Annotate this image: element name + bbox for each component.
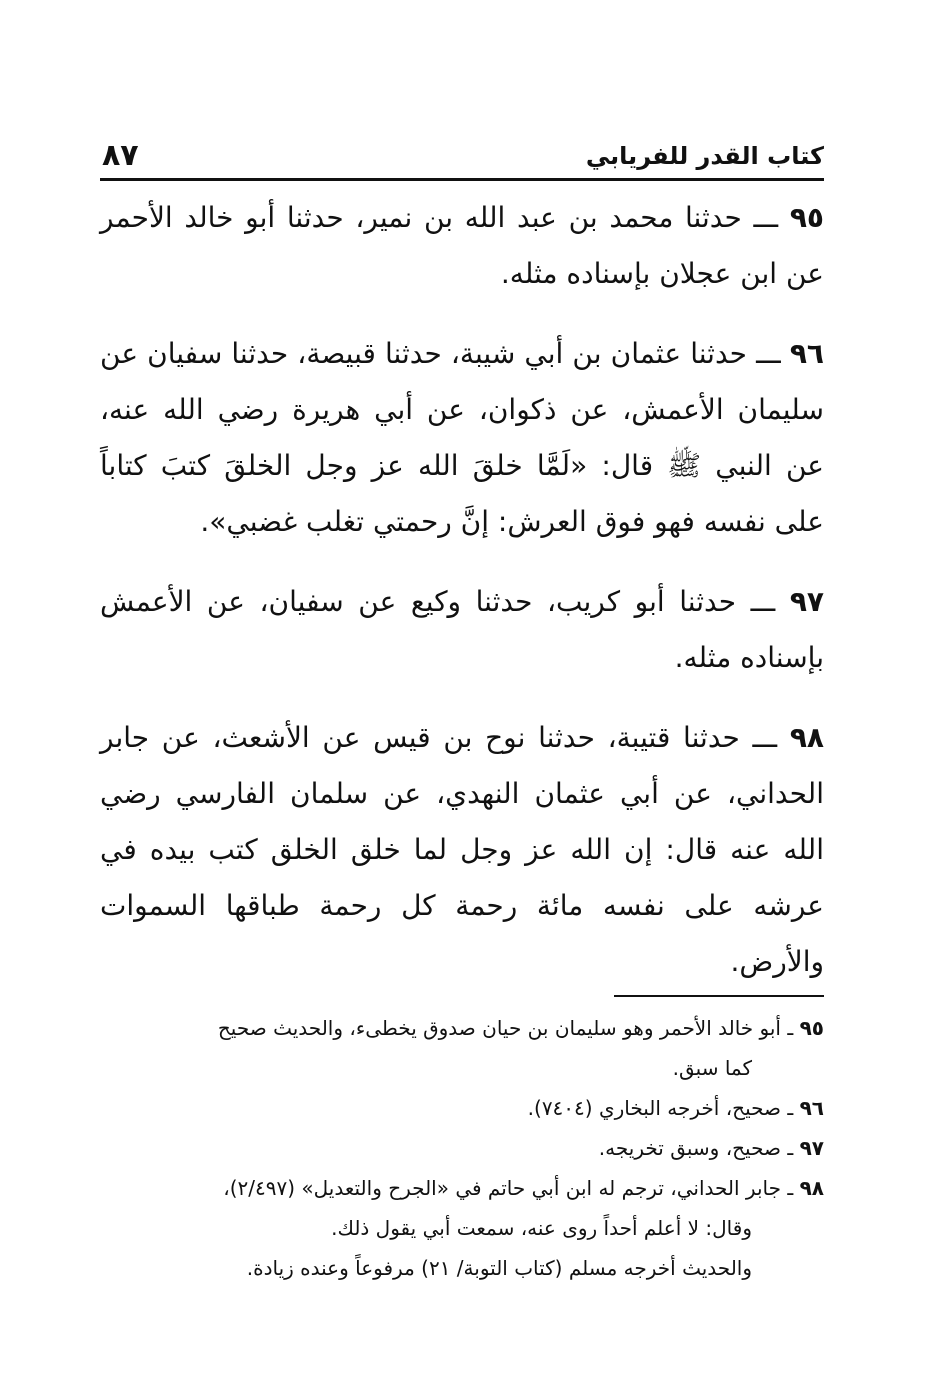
hadith-text: حدثنا أبو كريب، حدثنا وكيع عن سفيان، عن الأعمش بإسناده مثله.: [100, 585, 824, 674]
hadith-number: ٩٨: [789, 721, 824, 754]
footnote-line: [100, 1128, 824, 1168]
footnote-dash: ـ: [781, 1136, 794, 1160]
running-title: كتاب القدر للفريابي: [585, 142, 824, 170]
footnote-continuation: وقال: لا أعلم أحداً روى عنه، سمعت أبي يقول ذلك.: [331, 1216, 752, 1240]
footnote-item: [100, 1008, 824, 1088]
footnote-number: ٩٨: [799, 1176, 824, 1200]
hadith-text: حدثنا محمد بن عبد الله بن نمير، حدثنا أبو خالد الأحمر عن ابن عجلان بإسناده مثله.: [100, 201, 824, 290]
footnote-line: [100, 1008, 824, 1048]
footnote-number: ٩٧: [799, 1136, 824, 1160]
hadith-paragraph: [100, 326, 824, 550]
hadith-number: ٩٧: [789, 585, 824, 618]
footnote-number: ٩٦: [799, 1096, 824, 1120]
footnote-divider: [614, 995, 824, 997]
footnote-number: ٩٥: [799, 1016, 824, 1040]
footnote-dash: ـ: [781, 1096, 794, 1120]
hadith-dash: ـــ: [741, 201, 779, 234]
footnote-continuation: كما سبق.: [672, 1056, 752, 1080]
footnote-line: [100, 1088, 824, 1128]
footnote-continuation: والحديث أخرجه مسلم (كتاب التوبة/ ٢١) مرفوعاً وعنده زيادة.: [246, 1256, 752, 1280]
footnote-text: جابر الحداني، ترجم له ابن أبي حاتم في «الجرح والتعديل» (٢/٤٩٧)،: [223, 1176, 781, 1200]
page-number: ٨٧: [102, 138, 139, 173]
footnote-item: [100, 1088, 824, 1128]
hadith-paragraph: [100, 574, 824, 686]
hadith-text: حدثنا عثمان بن أبي شيبة، حدثنا قبيصة، حدثنا سفيان عن سليمان الأعمش، عن ذكوان، عن أبي هريرة رضي الله عنه، عن النبي ﷺ قال: «لَمَّا خلقَ الله عز وجل الخلقَ كتبَ كتاباً على نفسه فهو فوق العرش: إنَّ رحمتي تغلب غضبي».: [100, 337, 824, 538]
hadith-number: ٩٥: [789, 201, 825, 234]
hadith-text: حدثنا قتيبة، حدثنا نوح بن قيس عن الأشعث، عن جابر الحداني، عن أبي عثمان النهدي، عن سلمان الفارسي رضي الله عنه قال: إن الله عز وجل لما خلق الخلق كتب بيده في عرشه على نفسه مائة رحمة كل رحمة طباقها السموات والأرض.: [100, 721, 824, 978]
hadith-paragraph: [100, 190, 824, 302]
footnote-text: صحيح، أخرجه البخاري (٧٤٠٤).: [527, 1096, 781, 1120]
hadith-dash: ـــ: [739, 721, 778, 754]
hadith-dash: ـــ: [746, 337, 781, 370]
footnote-text: صحيح، وسبق تخريجه.: [598, 1136, 781, 1160]
hadith-number: ٩٦: [789, 337, 824, 370]
footnote-line: [100, 1168, 824, 1208]
page-header: [100, 130, 824, 181]
footnote-dash: ـ: [781, 1176, 794, 1200]
footnotes: [100, 1008, 824, 1288]
footnote-item: [100, 1128, 824, 1168]
footnote-dash: ـ: [781, 1016, 794, 1040]
footnote-text: أبو خالد الأحمر وهو سليمان بن حيان صدوق يخطىء، والحديث صحيح: [217, 1016, 781, 1040]
hadith-paragraph: [100, 710, 824, 990]
footnote-item: [100, 1168, 824, 1288]
main-text: [100, 190, 824, 1014]
hadith-dash: ـــ: [736, 585, 776, 618]
